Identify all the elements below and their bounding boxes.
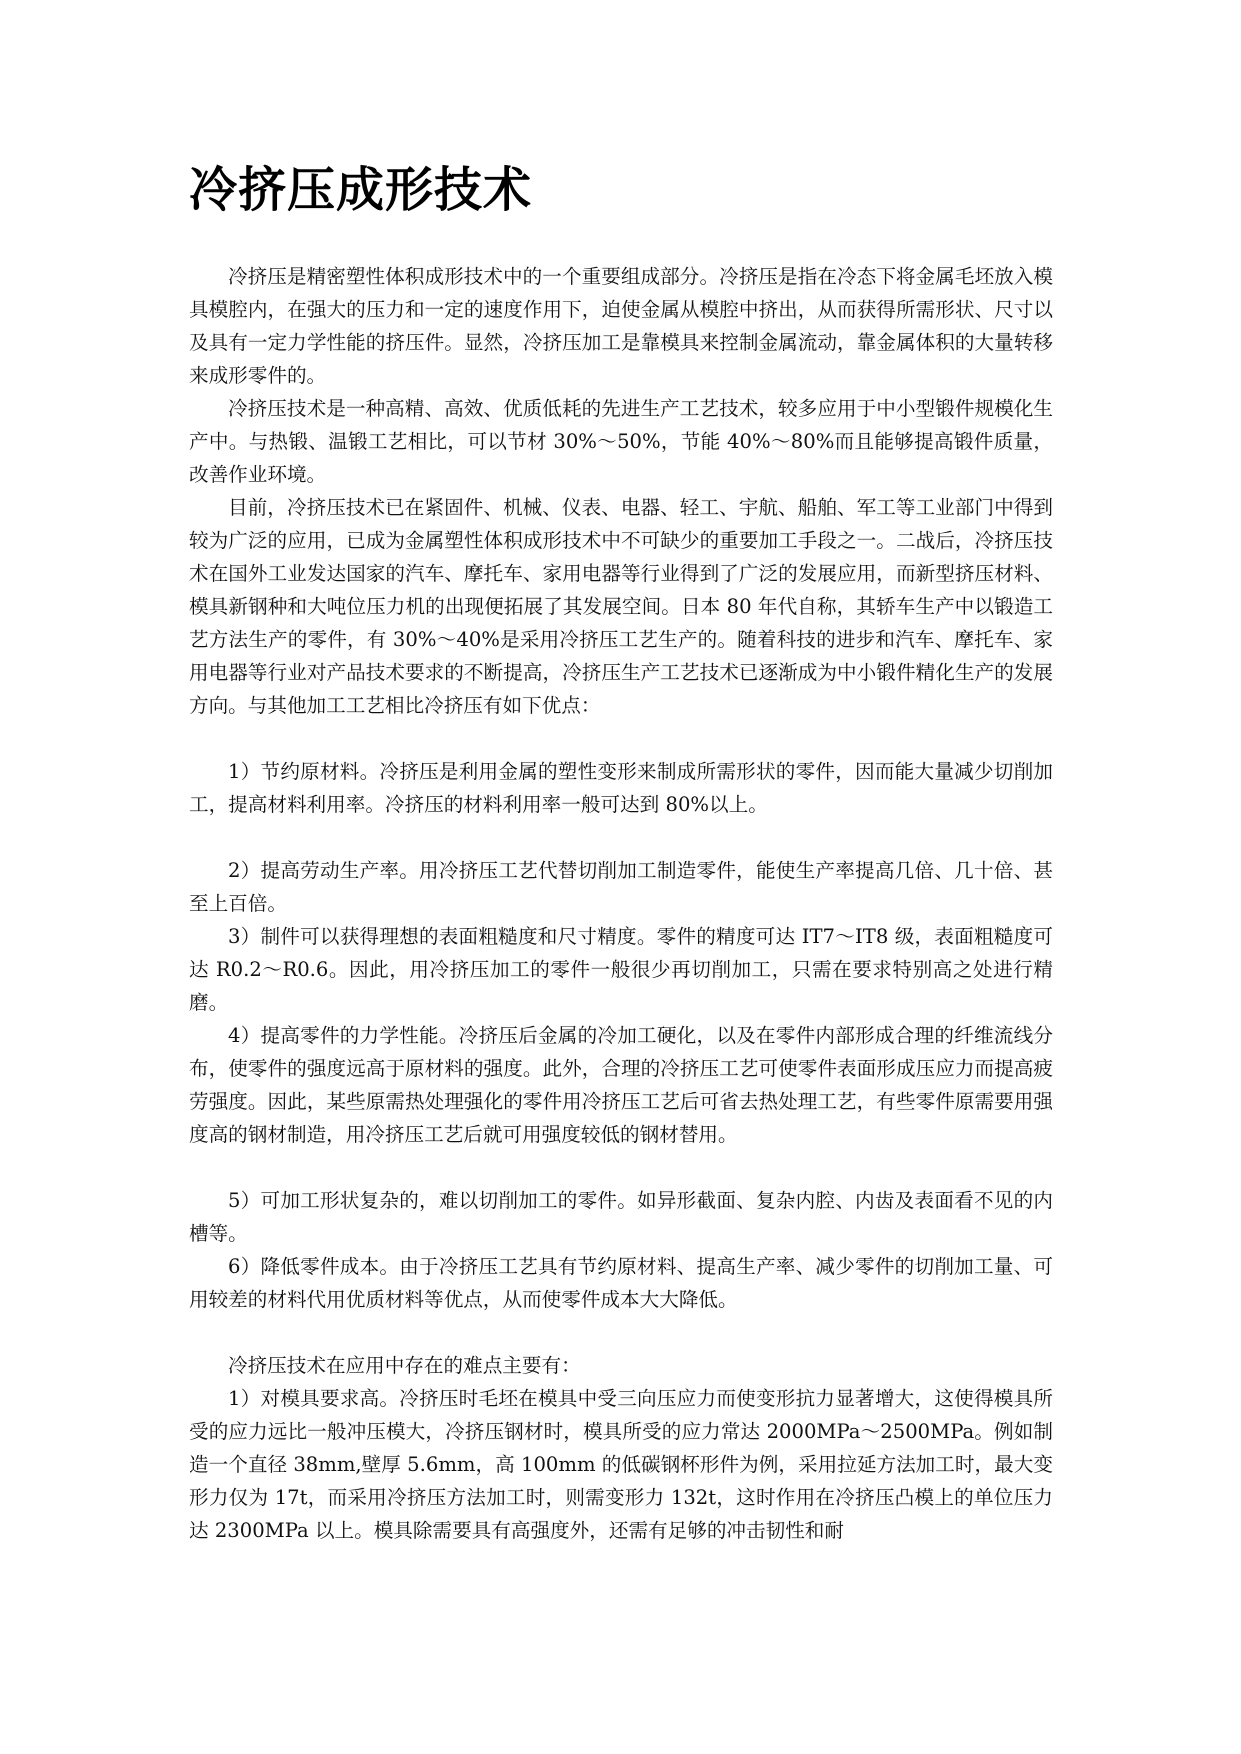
paragraph-advantage-1: 1）节约原材料。冷挤压是利用金属的塑性变形来制成所需形状的零件，因而能大量减少切削加工，提高材料利用率。冷挤压的材料利用率一般可达到 80%以上。	[189, 760, 1053, 816]
paragraph-intro: 冷挤压是精密塑性体积成形技术中的一个重要组成部分。冷挤压是指在冷态下将金属毛坯放入模具模腔内，在强大的压力和一定的速度作用下，迫使金属从模腔中挤出，从而获得所需形状、尺寸以及具有一定力学性能的挤压件。显然，冷挤压加工是靠模具来控制金属流动，靠金属体积的大量转移来成形零件的。	[189, 265, 1053, 387]
paragraph-advantage-3: 3）制件可以获得理想的表面粗糙度和尺寸精度。零件的精度可达 IT7～IT8 级，表面粗糙度可达 R0.2～R0.6。因此，用冷挤压加工的零件一般很少再切削加工，只需在要求特别高之处进行精磨。	[189, 925, 1053, 1014]
document-title: 冷挤压成形技术	[189, 162, 533, 218]
document-body	[189, 260, 1053, 1547]
paragraph-spacer	[189, 722, 1053, 755]
paragraph-spacer	[189, 1151, 1053, 1184]
paragraph-difficulties-heading: 冷挤压技术在应用中存在的难点主要有：	[228, 1354, 581, 1377]
paragraph-spacer	[189, 821, 1053, 854]
paragraph-current-applications: 目前，冷挤压技术已在紧固件、机械、仪表、电器、轻工、宇航、船舶、军工等工业部门中得到较为广泛的应用，已成为金属塑性体积成形技术中不可缺少的重要加工手段之一。二战后，冷挤压技术在国外工业发达国家的汽车、摩托车、家用电器等行业得到了广泛的发展应用，而新型挤压材料、模具新钢种和大吨位压力机的出现便拓展了其发展空间。日本 80 年代自称，其轿车生产中以锻造工艺方法生产的零件，有 30%～40%是采用冷挤压工艺生产的。随着科技的进步和汽车、摩托车、家用电器等行业对产品技术要求的不断提高，冷挤压生产工艺技术已逐渐成为中小锻件精化生产的发展方向。与其他加工工艺相比冷挤压有如下优点：	[189, 496, 1053, 717]
paragraph-advantage-5: 5）可加工形状复杂的，难以切削加工的零件。如异形截面、复杂内腔、内齿及表面看不见的内槽等。	[189, 1189, 1053, 1245]
paragraph-advantages-summary: 冷挤压技术是一种高精、高效、优质低耗的先进生产工艺技术，较多应用于中小型锻件规模化生产中。与热锻、温锻工艺相比，可以节材 30%～50%，节能 40%～80%而且能够提高锻件质量，改善作业环境。	[189, 397, 1053, 486]
paragraph-spacer	[189, 1316, 1053, 1349]
paragraph-advantage-6: 6）降低零件成本。由于冷挤压工艺具有节约原材料、提高生产率、减少零件的切削加工量、可用较差的材料代用优质材料等优点，从而使零件成本大大降低。	[189, 1255, 1053, 1311]
paragraph-advantage-4: 4）提高零件的力学性能。冷挤压后金属的冷加工硬化，以及在零件内部形成合理的纤维流线分布，使零件的强度远高于原材料的强度。此外，合理的冷挤压工艺可使零件表面形成压应力而提高疲劳强度。因此，某些原需热处理强化的零件用冷挤压工艺后可省去热处理工艺，有些零件原需要用强度高的钢材制造，用冷挤压工艺后就可用强度较低的钢材替用。	[189, 1024, 1053, 1146]
paragraph-difficulty-1: 1）对模具要求高。冷挤压时毛坯在模具中受三向压应力而使变形抗力显著增大，这使得模具所受的应力远比一般冲压模大，冷挤压钢材时，模具所受的应力常达 2000MPa～2500MPa。例如制造一个直径 38mm,壁厚 5.6mm，高 100mm 的低碳钢杯形件为例，采用拉延方法加工时，最大变形力仅为 17t，而采用冷挤压方法加工时，则需变形力 132t，这时作用在冷挤压凸模上的单位压力达 2300MPa 以上。模具除需要具有高强度外，还需有足够的冲击韧性和耐	[189, 1387, 1053, 1542]
document-page	[189, 0, 1053, 1754]
paragraph-advantage-2: 2）提高劳动生产率。用冷挤压工艺代替切削加工制造零件，能使生产率提高几倍、几十倍、甚至上百倍。	[189, 859, 1053, 915]
